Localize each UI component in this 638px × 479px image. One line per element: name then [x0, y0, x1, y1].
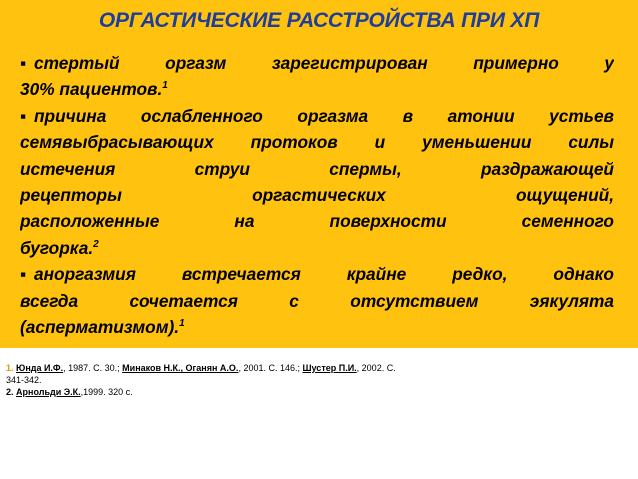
bullet-icon: ▪	[20, 264, 27, 285]
reference-number: 2.	[6, 387, 14, 397]
footnote-ref: 1	[179, 318, 185, 330]
slide-title: ОРГАСТИЧЕСКИЕ РАССТРОЙСТВА ПРИ ХП	[98, 9, 540, 32]
reference-author: Минаков Н.К., Оганян А.О.	[122, 363, 239, 373]
reference-number: 1.	[6, 363, 14, 373]
list-item-line: рецепторы оргастических ощущений,	[20, 184, 614, 205]
footnote-ref: 1	[162, 80, 168, 92]
footnote-ref: 2	[93, 238, 99, 250]
reference-author: Юнда И.Ф.	[16, 363, 64, 373]
references	[6, 362, 626, 398]
list-item-line: расположенные на поверхности семенного	[20, 211, 614, 232]
reference-1-continuation: 341-342.	[6, 375, 42, 385]
list-item-line: ▪ стертый оргазм зарегистрирован примерно у	[20, 50, 614, 76]
reference-author: Шустер П.И.	[302, 363, 357, 373]
bullet-icon: ▪	[20, 105, 27, 126]
list-item-line: семявыбрасывающих протоков и уменьшении силы	[20, 132, 614, 153]
list-item-line: всегда сочетается с отсутствием эякулята	[20, 290, 614, 311]
bullet-list	[20, 50, 614, 340]
list-item-line: 30% пациентов.$^1$	[20, 79, 168, 100]
reference-author: Арнольди Э.К.	[16, 387, 81, 397]
reference-2: 2. Арнольди Э.К.,1999. 320 с.	[6, 387, 133, 397]
list-item-line: бугорка.$^2$	[20, 237, 99, 258]
list-item-line: ▪ причина ослабленного оргазма в атонии устьев	[20, 103, 614, 129]
reference-1: 1. Юнда И.Ф., 1987. С. 30.; Минаков Н.К., Оганян А.О., 2001. С. 146.; Шустер П.И., 2002. С.	[6, 363, 396, 373]
list-item-line: ▪ аноргазмия встречается крайне редко, однако	[20, 261, 614, 287]
list-item-line: (асперматизмом).$^1$	[20, 316, 185, 337]
list-item-line: истечения струи спермы, раздражающей	[20, 158, 614, 179]
bullet-icon: ▪	[20, 53, 27, 73]
